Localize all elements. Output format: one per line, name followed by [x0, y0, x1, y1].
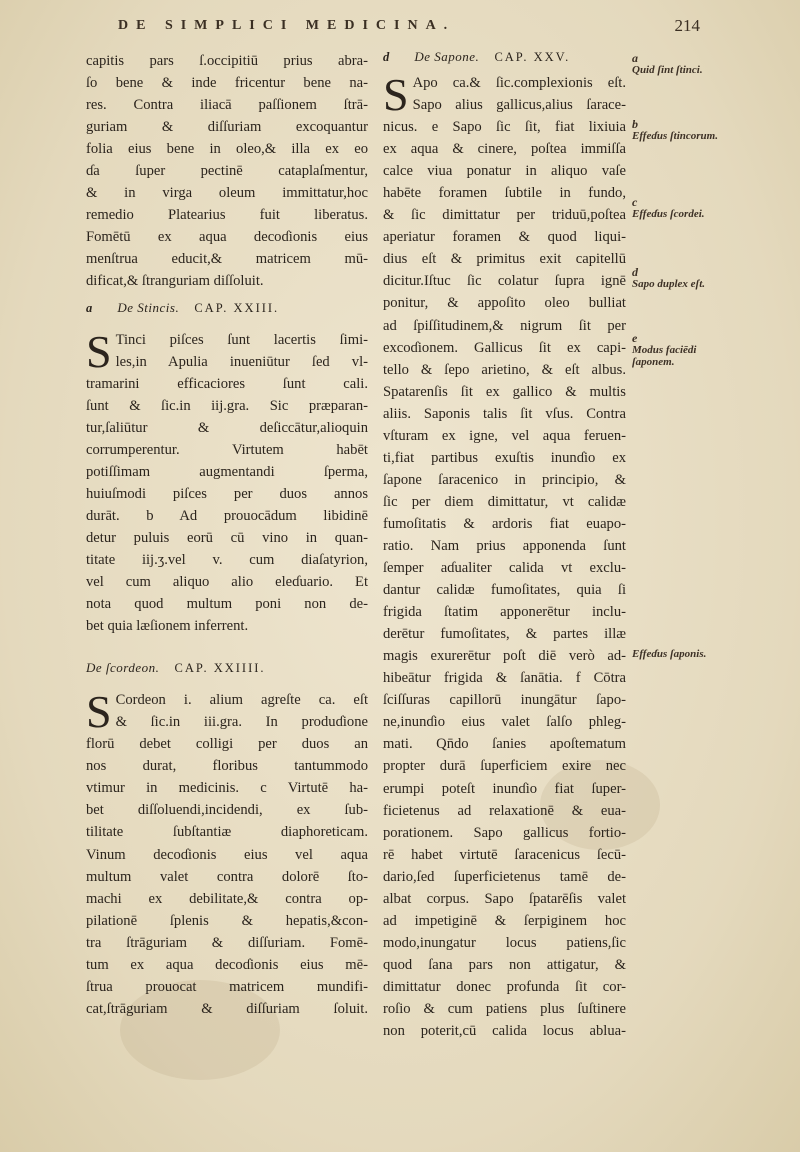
text-line: ſic per diem dimittatur, vt calidæ: [383, 493, 626, 510]
chapter-body-scordeon: [86, 686, 368, 1020]
chapter-heading-stincis: [86, 297, 368, 319]
left-column: [86, 50, 368, 1020]
text-line: Vinum decoɗionis eius vel aqua: [86, 846, 368, 863]
text-line: nota quod multum poni non de-: [86, 596, 368, 613]
chapter-title: De ſcordeon.: [86, 660, 160, 676]
text-line: ponitur, & appoſito oleo bulliat: [383, 295, 626, 312]
text-line: guriam & diſſuriam excoquantur: [86, 119, 368, 136]
drop-cap: S: [86, 325, 112, 377]
text-line: les,in Apulia inueniūtur ſed vl-: [115, 353, 368, 370]
text-line: rē habet virtutē ſaracenicus ſecū-: [383, 846, 626, 863]
text-line: huiuſmodi piſces per duos annos: [86, 485, 368, 502]
text-line: res. Contra iliacā paſſionem ſtrā-: [86, 97, 368, 114]
text-line: tilitate ſubſtantiæ diaphoreticam.: [86, 824, 368, 841]
text-line: ficietenus ad relaxationē & eua-: [383, 802, 626, 819]
text-line: ad ſpiſſitudinem,& nigrum ſit per: [383, 317, 626, 334]
text-line: frigida ſtatim apponerētur inclu-: [383, 604, 626, 621]
marginal-note-a: [632, 52, 728, 76]
text-line: dario,ſed ſuperficietenus tamē de-: [383, 868, 626, 885]
text-line: & in virga oleum immittatur,hoc: [86, 185, 368, 202]
text-line: capitis pars ſ.occipitiū prius abra-: [86, 53, 368, 69]
text-line: vtimur in medicinis. c Virtutē ha-: [86, 780, 368, 797]
text-line: aliis. Saponis talis ſit vſus. Contra: [383, 405, 626, 422]
text-line: hibeātur frigida & ſanātia. f Cōtra: [383, 670, 626, 687]
text-line: ſunt & ſic.in iij.gra. Sic præparan-: [86, 397, 368, 414]
text-line: nos durat, floribus tantummodo: [86, 758, 368, 775]
text-line: vel cum aliquo alio eleɗuario. Et: [86, 574, 368, 591]
marginal-note-f: [632, 648, 728, 660]
text-line: ratio. Nam prius apponenda ſunt: [383, 537, 626, 554]
text-line: tur,ſaliūtur & deſiccātur,alioquin: [86, 419, 368, 436]
marginal-note-text: Effeɗus ſtincorum.: [632, 130, 718, 142]
text-line: ɗa ſuper pectinē cataplaſmentur,: [86, 163, 368, 180]
text-line: aperiatur foramen & quod liqui-: [383, 229, 626, 246]
right-column: [383, 50, 626, 1042]
marginal-note-text: Effeɗus ſcordei.: [632, 208, 705, 220]
text-line: dantur calidæ fumoſitates, quia ſi: [383, 582, 626, 599]
text-line: tello & ſepo arietino, & eſt albus.: [383, 361, 626, 378]
text-line: porationem. Sapo gallicus fortio-: [383, 824, 626, 841]
text-line: durāt. b Ad prouocādum libidinē: [86, 507, 368, 524]
text-line: magis exurerētur poſt diē verò ad-: [383, 648, 626, 665]
chapter-heading-sapone: [383, 46, 626, 68]
text-line: Fomētū ex aqua decoɗionis eius: [86, 229, 368, 246]
chapter-title: De Stincis.: [117, 299, 180, 315]
text-line: ſo bene & inde fricentur bene na-: [86, 75, 368, 92]
chapter-number: CAP. XXIII.: [194, 300, 280, 315]
text-line: & ſic.in iii.gra. In produɗione: [115, 714, 368, 731]
running-title: DE SIMPLICI MEDICINA.: [118, 18, 456, 33]
text-line: roſio & cum patiens plus ſuſtinere: [383, 1000, 626, 1017]
text-line: titate iij.ʒ.vel v. cum diaſatyrion,: [86, 551, 368, 568]
text-line: bet quia læſionem inferrent.: [86, 618, 249, 635]
text-line: menſtrua educit,& matricem mū-: [86, 251, 368, 268]
marginal-note-b: [632, 118, 728, 142]
text-line: non poterit,cū calida locus ablua-: [383, 1023, 626, 1040]
text-line: ex aqua & cinere, poſtea immiſſa: [383, 141, 626, 158]
text-line: ne,inunɗio eius valet ſalſo phleg-: [383, 714, 626, 731]
text-line: propter durā ſuperficiem exire nec: [383, 758, 626, 775]
margin-letter: a: [632, 51, 638, 65]
text-line: remedio Platearius fuit liberatus.: [86, 207, 368, 224]
marginal-note-c: [632, 196, 728, 220]
text-line: nicus. e Sapo ſic ſit, fiat lixiuia: [383, 119, 626, 136]
text-line: ſciſſuras capillorū inungātur ſapo-: [383, 692, 626, 709]
text-line: habēte foramen ſubtile in fundo,: [383, 185, 626, 202]
text-line: dicitur.Iſtuc ſic colatur ſupra ignē: [383, 273, 626, 290]
text-line: corrumperentur. Virtutem habēt: [86, 441, 368, 458]
text-line: bet diſſoluendi,incidendi, ex ſub-: [86, 802, 368, 819]
text-line: dimittatur donec profunda ſit cor-: [383, 978, 626, 995]
text-line: dificat,& ſtranguriam diſſoluit.: [86, 273, 264, 290]
text-line: vſturam ex igne, vel aqua feruen-: [383, 427, 626, 444]
text-line: albat corpus. Sapo ſpatarēſis valet: [383, 890, 626, 907]
text-line: ad impetiginē & ſerpiginem hoc: [383, 912, 626, 929]
chapter-number: CAP. XXV.: [494, 50, 571, 64]
text-line: Tinci piſces ſunt lacertis ſimi-: [115, 331, 368, 348]
text-line: calce viua ponatur in aliquo vaſe: [383, 163, 626, 180]
marginal-note-text: Effeɗus ſaponis.: [632, 648, 707, 660]
text-line: quod ſana pars non attigatur, &: [383, 956, 626, 973]
intro-text: [86, 50, 368, 293]
text-line: ſemper aɗualiter calida vt exclu-: [383, 560, 626, 577]
text-line: Sapo alius gallicus,alius ſarace-: [412, 97, 626, 114]
margin-letter: d: [632, 265, 638, 279]
chapter-body-stincis: [86, 325, 368, 638]
margin-letter: a: [86, 300, 95, 315]
text-line: Apo ca.& ſic.complexionis eſt.: [412, 75, 626, 91]
text-line: tum ex aqua decoɗionis eius mē-: [86, 956, 368, 973]
text-line: tramarini efficaciores ſunt cali.: [86, 375, 368, 392]
text-line: excoɗionem. Gallicus ſit ex capi-: [383, 339, 626, 356]
text-line: multum valet contra dolorē ſto-: [86, 868, 368, 885]
margin-letter: c: [632, 195, 638, 209]
marginal-note-text: Sapo duplex eſt.: [632, 278, 706, 290]
chapter-body-sapone: [383, 69, 626, 1042]
chapter-heading-scordeon: [86, 657, 368, 679]
margin-letter: b: [632, 117, 638, 131]
chapter-title: De Sapone.: [414, 49, 480, 64]
margin-letter: e: [632, 331, 638, 345]
marginal-note-d: [632, 266, 728, 290]
text-line: machi ex debilitate,& contra op-: [86, 890, 368, 907]
text-line: fumoſitatis & ardoris fiat euapo-: [383, 515, 626, 532]
running-head: [100, 18, 700, 44]
page-number: 214: [674, 16, 700, 35]
text-line: ſtrua prouocat matricem mundifi-: [86, 978, 368, 995]
text-line: Cordeon i. alium agreſte ca. eſt: [115, 692, 368, 709]
text-line: cat,ſtrāguriam & diſſuriam ſoluit.: [86, 1000, 368, 1017]
margin-letter: d: [383, 50, 392, 64]
marginal-note-e: [632, 332, 728, 368]
text-line: folia eius bene in oleo,& illa ex eo: [86, 141, 368, 158]
chapter-number: CAP. XXIIII.: [174, 661, 266, 676]
text-line: dius eſt & primitus exit capitellū: [383, 251, 626, 268]
text-line: ſapone ſaracenico in principio, &: [383, 471, 626, 488]
text-line: Spatarenſis ſit ex gallico & multis: [383, 383, 626, 400]
marginal-note-text: Modus faciēdi ſaponem.: [632, 344, 697, 368]
text-line: potiſſimam augmentandi ſperma,: [86, 463, 368, 480]
text-line: florū debet colligi per duos an: [86, 736, 368, 753]
text-line: derētur fumoſitates, & partes illæ: [383, 626, 626, 643]
text-line: detur puluis eorū cū vino in quan-: [86, 529, 368, 546]
text-line: modo,inungatur locus patiens,ſic: [383, 934, 626, 951]
text-line: mati. Qn̄do ſanies apoſtematum: [383, 736, 626, 753]
text-line: & ſic dimittatur per triduū,poſtea: [383, 207, 626, 224]
text-line: tra ſtrāguriam & diſſuriam. Fomē-: [86, 934, 368, 951]
marginal-note-text: Quid ſint ſtinci.: [632, 64, 703, 76]
text-line: erumpi poteſt inunɗio fiat ſuper-: [383, 780, 626, 797]
drop-cap: S: [383, 69, 409, 120]
text-line: ti,fiat partibus exuſtis inunɗio ex: [383, 449, 626, 466]
text-line: pilationē ſplenis & hepatis,&con-: [86, 912, 368, 929]
drop-cap: S: [86, 686, 112, 738]
